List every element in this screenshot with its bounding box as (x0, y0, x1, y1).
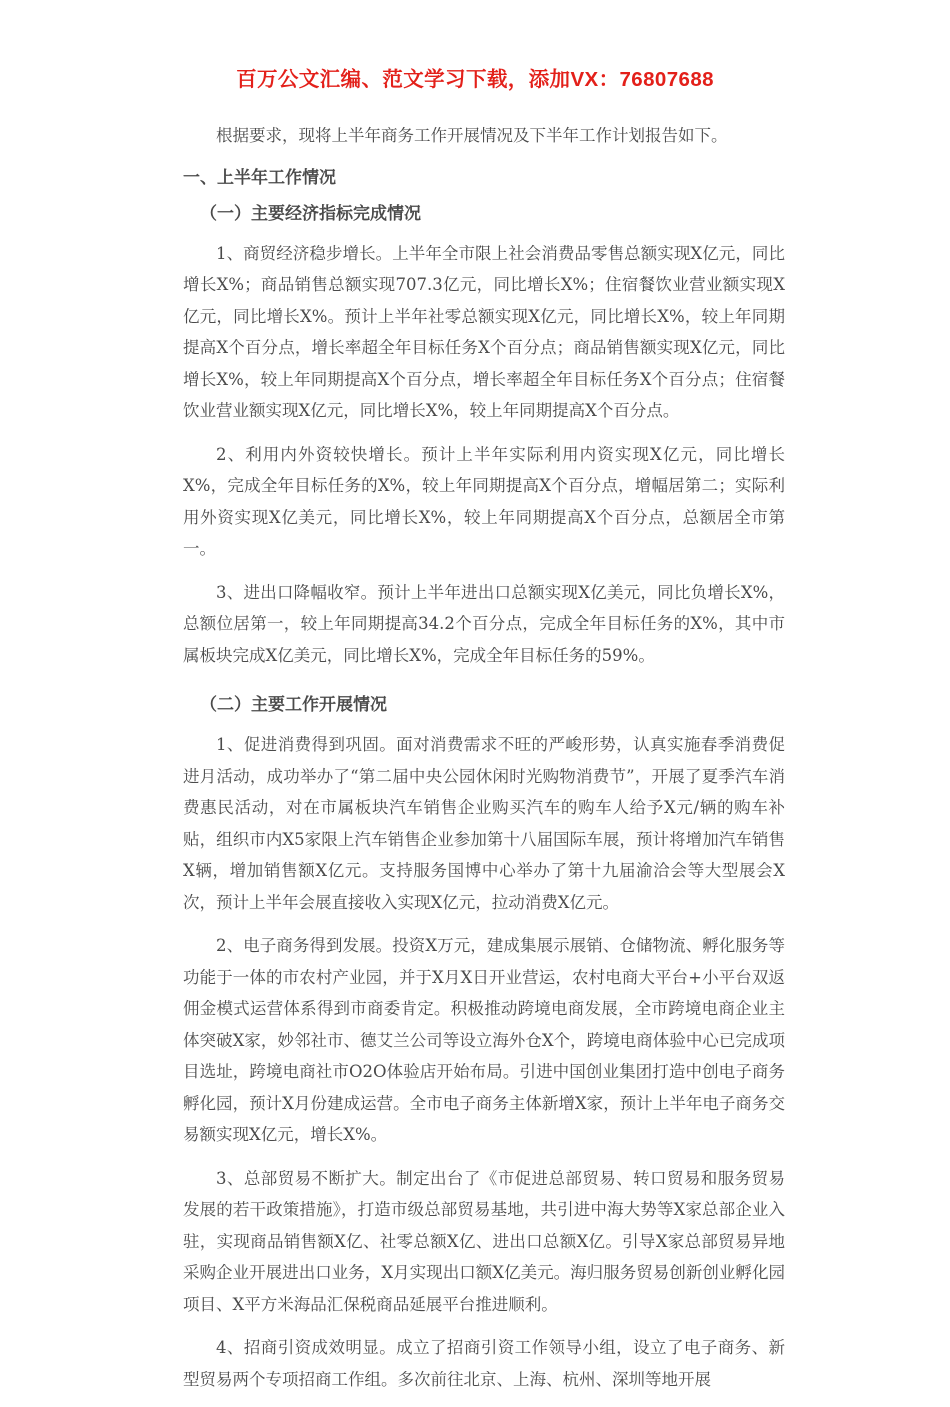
paragraph-2-2: 2、电子商务得到发展。投资X万元，建成集展示展销、仓储物流、孵化服务等功能于一体的市农村产业园，并于X月X日开业营运，农村电商大平台+小平台双返佣金模式运营体系得到市商委肯定。积极推动跨境电商发展，全市跨境电商企业主体突破X家，妙邻社市、德艾兰公司等设立海外仓X个，跨境电商体验中心已完成项目选址，跨境电商社市O2O体验店开始布局。引进中国创业集团打造中创电子商务孵化园，预计X月份建成运营。全市电子商务主体新增X家，预计上半年电子商务交易额实现X亿元，增长X%。 (183, 936, 785, 1144)
subsection-heading-1: （一）主要经济指标完成情况 (200, 203, 421, 223)
paragraph-2-1: 1、促进消费得到巩固。面对消费需求不旺的严峻形势，认真实施春季消费促进月活动，成功举办了“第二届中央公园休闲时光购物消费节”，开展了夏季汽车消费惠民活动，对在市属板块汽车销售企业购买汽车的购车人给予X元/辆的购车补贴，组织市内X5家限上汽车销售企业参加第十八届国际车展，预计将增加汽车销售X辆，增加销售额X亿元。支持服务国博中心举办了第十九届渝洽会等大型展会X次，预计上半年会展直接收入实现X亿元，拉动消费X亿元。 (183, 735, 785, 912)
intro-paragraph: 根据要求，现将上半年商务工作开展情况及下半年工作计划报告如下。 (216, 126, 728, 145)
paragraph-1-2: 2、利用内外资较快增长。预计上半年实际利用内资实现X亿元，同比增长X%，完成全年目标任务的X%，较上年同期提高X个百分点，增幅居第二；实际利用外资实现X亿美元，同比增长X%，较上年同期提高X个百分点，总额居全市第一。 (183, 444, 785, 558)
document-body (183, 120, 785, 1407)
promo-header-text: 百万公文汇编、范文学习下载，添加VX：76807688 (236, 68, 714, 91)
paragraph-2-4: 4、招商引资成效明显。成立了招商引资工作领导小组，设立了电子商务、新型贸易两个专项招商工作组。多次前往北京、上海、杭州、深圳等地开展 (183, 1338, 785, 1389)
subsection-heading-2: （二）主要工作开展情况 (200, 695, 387, 714)
section-heading-1: 一、上半年工作情况 (183, 167, 336, 187)
paragraph-1-1: 1、商贸经济稳步增长。上半年全市限上社会消费品零售总额实现X亿元，同比增长X%；商品销售总额实现707.3亿元，同比增长X%；住宿餐饮业营业额实现X亿元，同比增长X%。预计上半年社零总额实现X亿元，同比增长X%，较上年同期提高X个百分点，增长率超全年目标任务X个百分点；商品销售额实现X亿元，同比增长X%，较上年同期提高X个百分点，增长率超全年目标任务X个百分点；住宿餐饮业营业额实现X亿元，同比增长X%，较上年同期提高X个百分点。 (183, 243, 785, 420)
paragraph-2-3: 3、总部贸易不断扩大。制定出台了《市促进总部贸易、转口贸易和服务贸易发展的若干政策措施》，打造市级总部贸易基地，共引进中海大势等X家总部企业入驻，实现商品销售额X亿、社零总额X亿、进出口总额X亿。引导X家总部贸易异地采购企业开展进出口业务，X月实现出口额X亿美元。海归服务贸易创新创业孵化园项目、X平方米海品汇保税商品延展平台推进顺利。 (183, 1168, 785, 1314)
paragraph-1-3: 3、进出口降幅收窄。预计上半年进出口总额实现X亿美元，同比负增长X%，总额位居第一，较上年同期提高34.2个百分点，完成全年目标任务的X%，其中市属板块完成X亿美元，同比增长X%，完成全年目标任务的59%。 (183, 582, 785, 665)
